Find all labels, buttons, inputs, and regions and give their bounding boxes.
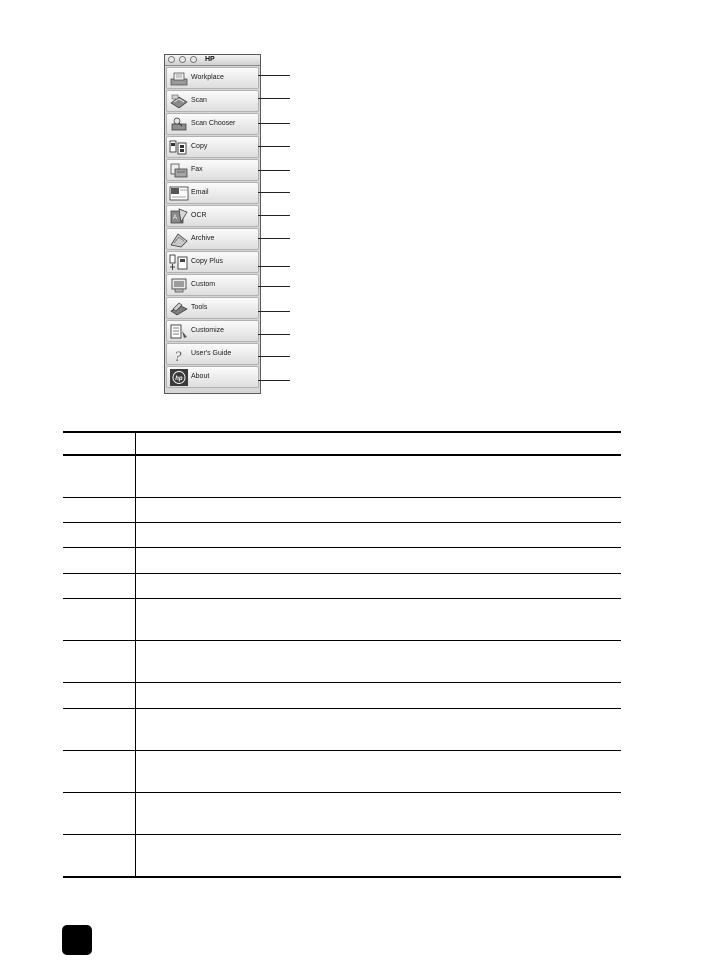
window-title: HP <box>205 56 215 63</box>
fax-label: Fax <box>191 166 203 173</box>
about-label: About <box>191 373 210 380</box>
custom-icon <box>169 277 189 294</box>
svg-text:?: ? <box>174 349 182 363</box>
ocr-label: OCR <box>191 212 207 219</box>
table-row <box>63 522 621 523</box>
callout-line-copy <box>258 146 290 147</box>
email-label: Email <box>191 189 209 196</box>
table-column-divider <box>135 431 136 878</box>
workplace-button[interactable] <box>166 67 259 89</box>
tools-icon <box>169 300 189 317</box>
fax-button[interactable] <box>166 159 259 181</box>
users-guide-label: User's Guide <box>191 350 232 357</box>
svg-text:A: A <box>173 215 178 221</box>
minimize-window-button[interactable] <box>179 56 186 63</box>
table-row <box>63 708 621 709</box>
customize-label: Customize <box>191 327 225 334</box>
svg-text:hp: hp <box>175 376 183 382</box>
table-row <box>63 547 621 548</box>
table-row <box>63 792 621 793</box>
email-button[interactable] <box>166 182 259 204</box>
table-header-rule <box>63 454 621 456</box>
copy-plus-button[interactable] <box>166 251 259 273</box>
callout-line-tools <box>258 311 290 312</box>
zoom-window-button[interactable] <box>190 56 197 63</box>
callout-line-customize <box>258 334 290 335</box>
callout-line-ocr <box>258 215 290 216</box>
scan-chooser-label: Scan Chooser <box>191 120 236 127</box>
table-row <box>63 497 621 498</box>
callout-line-fax <box>258 170 290 171</box>
copy-icon <box>169 139 189 156</box>
table-top-rule <box>63 431 621 433</box>
callout-line-workplace <box>258 75 290 76</box>
scan-button[interactable] <box>166 90 259 112</box>
fax-icon <box>169 162 189 179</box>
customize-icon <box>169 323 189 340</box>
table-bottom-rule <box>63 876 621 878</box>
table-row <box>63 682 621 683</box>
scan-icon <box>169 93 189 110</box>
table-row <box>63 640 621 641</box>
workplace-icon <box>169 70 189 87</box>
scan-label: Scan <box>191 97 207 104</box>
hp-logo-icon <box>169 369 189 386</box>
callout-line-custom <box>258 286 290 287</box>
table-row <box>63 598 621 599</box>
scan-chooser-button[interactable] <box>166 113 259 135</box>
table-row <box>63 750 621 751</box>
archive-icon <box>169 231 189 248</box>
email-icon <box>169 185 189 202</box>
archive-button[interactable] <box>166 228 259 250</box>
scan-chooser-icon <box>169 116 189 133</box>
customize-button[interactable] <box>166 320 259 342</box>
callout-line-archive <box>258 238 290 239</box>
copy-plus-icon <box>169 254 189 271</box>
hp-director-window <box>164 54 261 394</box>
copy-plus-label: Copy Plus <box>191 258 223 265</box>
users-guide-icon <box>169 346 189 363</box>
users-guide-button[interactable] <box>166 343 259 365</box>
table-row <box>63 834 621 835</box>
tools-label: Tools <box>191 304 208 311</box>
window-titlebar <box>165 55 260 66</box>
about-button[interactable] <box>166 366 259 388</box>
callout-line-scan <box>258 98 290 99</box>
close-window-button[interactable] <box>168 56 175 63</box>
table-row <box>63 573 621 574</box>
callout-line-about <box>258 380 290 381</box>
workplace-label: Workplace <box>191 74 224 81</box>
ocr-icon <box>169 208 189 225</box>
ocr-button[interactable] <box>166 205 259 227</box>
custom-label: Custom <box>191 281 216 288</box>
callout-line-email <box>258 192 290 193</box>
copy-button[interactable] <box>166 136 259 158</box>
archive-label: Archive <box>191 235 215 242</box>
tools-button[interactable] <box>166 297 259 319</box>
callout-line-users-guide <box>258 356 290 357</box>
callout-line-scan-chooser <box>258 123 290 124</box>
page-number-badge <box>62 925 92 955</box>
copy-label: Copy <box>191 143 208 150</box>
custom-button[interactable] <box>166 274 259 296</box>
callout-line-copy-plus <box>258 266 290 267</box>
